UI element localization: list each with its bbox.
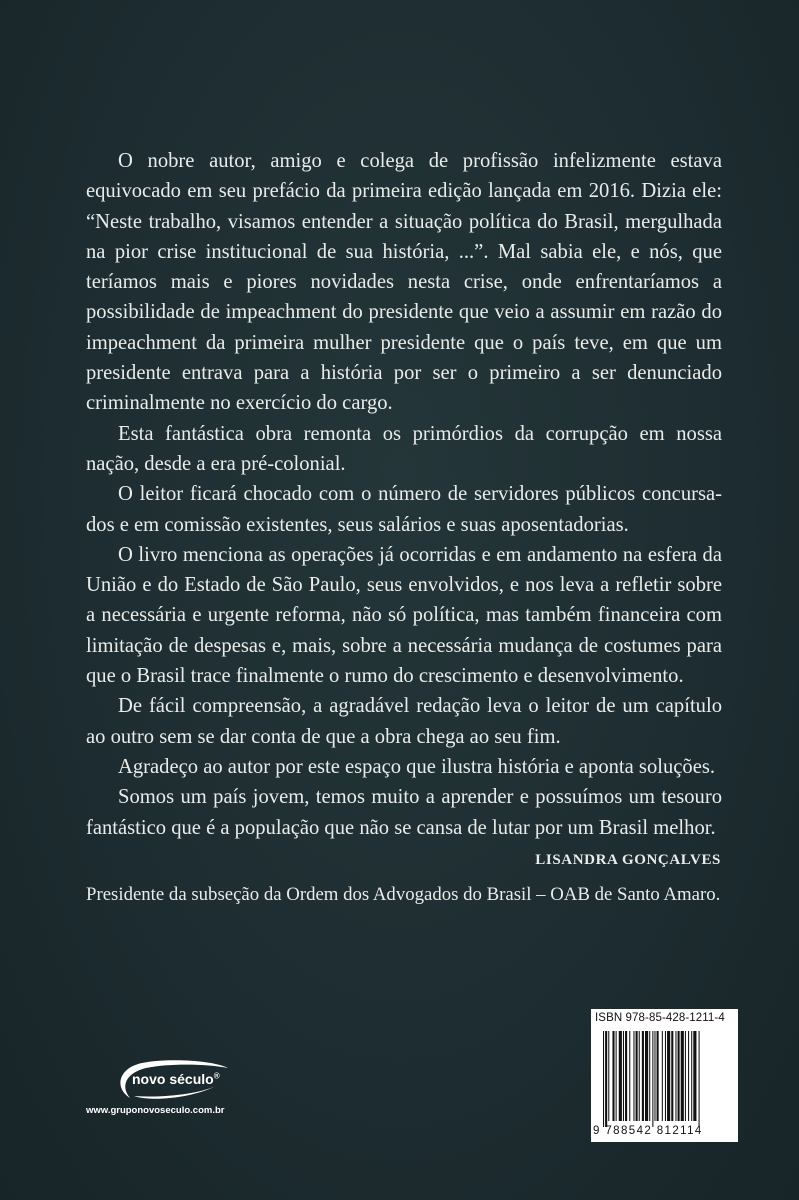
publisher-name: novo século® bbox=[132, 1071, 220, 1087]
barcode-bar bbox=[639, 1031, 640, 1121]
barcode-bar bbox=[688, 1031, 689, 1121]
barcode-bar bbox=[657, 1031, 659, 1121]
barcode-bar bbox=[636, 1031, 638, 1121]
publisher-logo bbox=[86, 1058, 326, 1138]
barcode-bar bbox=[685, 1031, 686, 1121]
barcode-bar bbox=[605, 1031, 607, 1127]
barcode-bar bbox=[662, 1031, 663, 1121]
barcode-bar bbox=[625, 1031, 627, 1121]
barcode-bar bbox=[652, 1031, 653, 1127]
barcode-icon bbox=[603, 1031, 733, 1127]
barcode-bar bbox=[642, 1031, 644, 1121]
blurb-paragraph: O nobre autor, amigo e colega de profissão infelizmente estava equivocado em seu prefácio da primeira edição lançada em 2016. Dizia ele: “Neste trabalho, visamos entender a situação política do Brasil, mergulhada na pior crise institucional de sua história, ...”. Mal sabia ele, e nós, que teríamos mais e piores novidades nesta crise, onde enfrentaríamos a possibilidade de impeachment do presidente que veio a assumir em razão do impeachment da primeira mulher presidente que o país teve, em que um presidente entrava para a história por ser o primeiro a ser denunciado criminalmente no exercício do cargo. bbox=[86, 150, 722, 415]
isbn-barcode bbox=[591, 1009, 738, 1142]
barcode-bar bbox=[691, 1031, 692, 1121]
isbn-label: ISBN 978-85-428-1211-4 bbox=[595, 1012, 725, 1024]
barcode-bar bbox=[619, 1031, 622, 1121]
barcode-bar bbox=[608, 1031, 609, 1121]
barcode-bar bbox=[681, 1031, 684, 1121]
barcode-bar bbox=[678, 1031, 680, 1121]
barcode-bar bbox=[645, 1031, 648, 1121]
barcode-bar bbox=[616, 1031, 617, 1121]
barcode-bar bbox=[623, 1031, 624, 1121]
barcode-bar bbox=[699, 1031, 700, 1127]
barcode-bar bbox=[649, 1031, 650, 1121]
blurb-paragraph: O leitor ficará chocado com o número de servidores públicos concursados e em comissão existentes, seus salários e suas aposentadorias. bbox=[86, 483, 722, 536]
blurb-paragraph: Agradeço ao autor por este espaço que ilustra história e aponta soluções. bbox=[118, 755, 716, 778]
barcode-bar bbox=[671, 1031, 673, 1121]
blurb-paragraph: O livro menciona as operações já ocorridas e em andamento na esfera da União e do Estado de São Paulo, seus envolvidos, e nos leva a refletir sobre a necessária e urgente reforma, não só política, mas também financeira com limitação de despesas e, mais, sobre a necessária mudança de costumes para que o Brasil trace finalmente o rumo do crescimento e desenvolvimento. bbox=[86, 543, 722, 688]
barcode-bar bbox=[629, 1031, 630, 1121]
barcode-bar bbox=[633, 1031, 634, 1121]
barcode-bar bbox=[667, 1031, 670, 1121]
barcode-bar bbox=[612, 1031, 614, 1121]
barcode-bar bbox=[675, 1031, 676, 1121]
blurb-paragraph: De fácil compreensão, a agradável redação leva o leitor de um capítulo ao outro sem se dar conta de que a obra chega ao seu fim. bbox=[86, 695, 722, 748]
blurb-paragraph: Esta fantástica obra remonta os primórdios da corrupção em nossa nação, desde a era pré-colonial. bbox=[86, 422, 722, 475]
blurb-paragraph: Somos um país jovem, temos muito a aprender e possuímos um tesouro fantástico que é a população que não se cansa de lutar por um Brasil melhor. bbox=[86, 786, 722, 839]
barcode-bar bbox=[603, 1031, 604, 1127]
signature-role: Presidente da subseção da Ordem dos Advogados do Brasil – OAB de Santo Amaro. bbox=[86, 884, 721, 905]
barcode-bar bbox=[654, 1031, 655, 1121]
barcode-bar bbox=[665, 1031, 666, 1121]
blurb-text bbox=[86, 146, 722, 843]
publisher-website: www.gruponovoseculo.com.br bbox=[86, 1105, 225, 1116]
signature-name: LISANDRA GONÇALVES bbox=[535, 852, 721, 868]
barcode-bar bbox=[693, 1031, 696, 1121]
isbn-digits: 9 788542 812114 bbox=[593, 1125, 703, 1137]
